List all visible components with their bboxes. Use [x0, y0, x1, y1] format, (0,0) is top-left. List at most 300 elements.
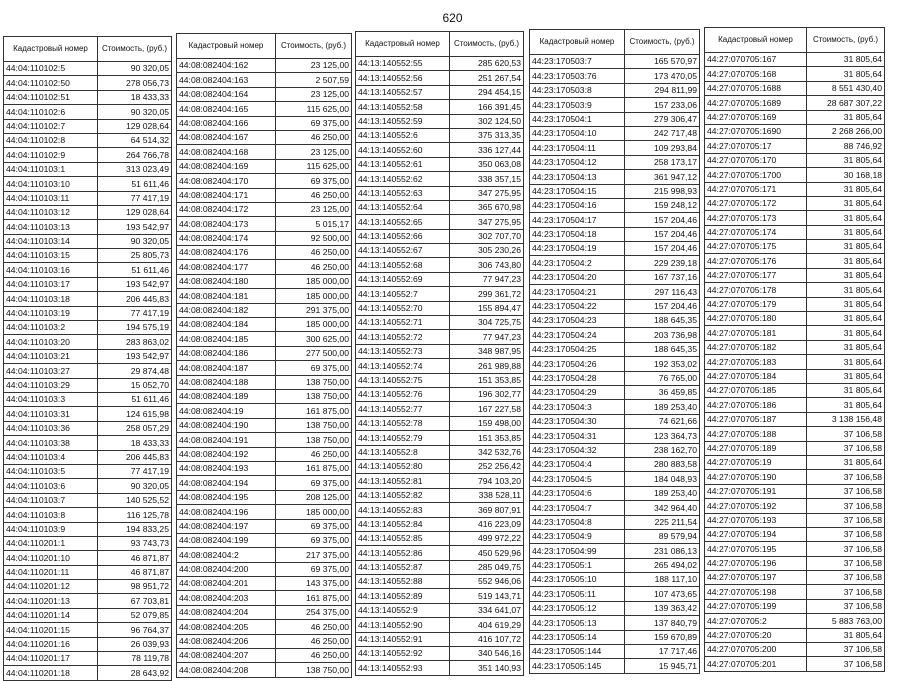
table-row — [177, 490, 352, 504]
cadastral-number: 44:04:110103:20 — [4, 335, 98, 349]
cadastral-number: 44:13:140552:57 — [356, 85, 450, 99]
cadastral-number: 44:04:110103:9 — [4, 522, 98, 536]
cadastral-number: 44:27:070705:201 — [705, 657, 807, 671]
cost-value: 173 470,05 — [625, 69, 700, 83]
cadastral-number: 44:27:070705:190 — [705, 470, 807, 484]
cost-value: 31 805,64 — [807, 196, 885, 210]
table-row — [177, 246, 352, 260]
cadastral-number: 44:13:140552:74 — [356, 359, 450, 373]
cadastral-number: 44:23:170504:26 — [530, 357, 625, 371]
header-cost: Стоимость, (руб.) — [98, 37, 172, 62]
table-row — [4, 162, 172, 176]
table-row — [177, 130, 352, 144]
cost-value: 242 717,48 — [625, 126, 700, 140]
table-row — [705, 398, 885, 412]
cadastral-number: 44:27:070705:167 — [705, 53, 807, 67]
cadastral-number: 44:27:070705:196 — [705, 556, 807, 570]
cadastral-number: 44:04:110102:5 — [4, 62, 98, 76]
cost-value: 37 106,58 — [807, 585, 885, 599]
cadastral-number: 44:08:082404:181 — [177, 289, 276, 303]
table-row — [4, 90, 172, 104]
header-cadastral: Кадастровый номер — [705, 28, 807, 53]
cost-value: 193 542,97 — [98, 349, 172, 363]
cost-value: 46 250,00 — [276, 260, 352, 274]
cadastral-number: 44:27:070705:189 — [705, 441, 807, 455]
cadastral-number: 44:27:070705:176 — [705, 254, 807, 268]
cost-value: 305 230,26 — [450, 244, 524, 258]
cadastral-number: 44:04:110201:15 — [4, 623, 98, 637]
table-row — [705, 211, 885, 225]
cost-value: 348 987,95 — [450, 344, 524, 358]
cadastral-number: 44:08:082404:184 — [177, 318, 276, 332]
cadastral-number: 44:08:082404:182 — [177, 303, 276, 317]
table-row — [356, 244, 524, 258]
table-row — [356, 474, 524, 488]
header-cost: Стоимость, (руб.) — [276, 34, 352, 59]
cadastral-number: 44:23:170504:31 — [530, 429, 625, 443]
cost-value: 254 375,00 — [276, 605, 352, 619]
cadastral-number: 44:23:170504:24 — [530, 328, 625, 342]
table-row — [4, 62, 172, 76]
table-row — [356, 114, 524, 128]
table-row — [530, 112, 700, 126]
cadastral-number: 44:04:110201:17 — [4, 652, 98, 666]
cost-value: 193 542,97 — [98, 277, 172, 291]
cost-value: 206 445,83 — [98, 450, 172, 464]
cost-value: 194 833,25 — [98, 522, 172, 536]
cadastral-number: 44:08:082404:174 — [177, 231, 276, 245]
cost-value: 77 947,23 — [450, 272, 524, 286]
table-row — [356, 157, 524, 171]
cadastral-number: 44:13:140552:61 — [356, 157, 450, 171]
cadastral-number: 44:23:170504:6 — [530, 486, 625, 500]
cost-value: 15 945,71 — [625, 659, 700, 673]
cost-value: 31 805,64 — [807, 53, 885, 67]
table-row — [356, 316, 524, 330]
cost-value: 369 807,91 — [450, 503, 524, 517]
cadastral-number: 44:27:070705:178 — [705, 283, 807, 297]
cost-value: 77 417,19 — [98, 191, 172, 205]
cost-value: 167 227,58 — [450, 402, 524, 416]
cost-value: 29 874,48 — [98, 364, 172, 378]
cadastral-number: 44:23:170505:144 — [530, 645, 625, 659]
table-row — [177, 361, 352, 375]
cadastral-number: 44:04:110103:1 — [4, 162, 98, 176]
cadastral-number: 44:23:170504:16 — [530, 198, 625, 212]
cadastral-number: 44:27:070705:199 — [705, 599, 807, 613]
cost-value: 193 542,97 — [98, 220, 172, 234]
table-row — [4, 436, 172, 450]
cadastral-number: 44:13:140552:62 — [356, 172, 450, 186]
cost-value: 157 204,46 — [625, 299, 700, 313]
table-row — [177, 145, 352, 159]
cost-value: 115 625,00 — [276, 159, 352, 173]
cadastral-number: 44:27:070705:172 — [705, 196, 807, 210]
cadastral-number: 44:23:170504:7 — [530, 501, 625, 515]
table-row — [530, 529, 700, 543]
cadastral-number: 44:04:110103:19 — [4, 306, 98, 320]
cadastral-number: 44:27:070705:198 — [705, 585, 807, 599]
table-row — [177, 174, 352, 188]
cost-value: 277 500,00 — [276, 346, 352, 360]
cadastral-number: 44:27:070705:194 — [705, 527, 807, 541]
cadastral-number: 44:04:110102:9 — [4, 148, 98, 162]
table-row — [705, 153, 885, 167]
table-row — [4, 378, 172, 392]
table-row — [705, 326, 885, 340]
cadastral-number: 44:13:140552:66 — [356, 229, 450, 243]
cost-value: 96 764,37 — [98, 623, 172, 637]
cost-value: 31 805,64 — [807, 67, 885, 81]
cadastral-number: 44:23:170504:12 — [530, 155, 625, 169]
cost-value: 28 687 307,22 — [807, 96, 885, 110]
cost-value: 159 670,89 — [625, 630, 700, 644]
cadastral-number: 44:04:110103:10 — [4, 177, 98, 191]
cost-value: 129 028,64 — [98, 119, 172, 133]
cadastral-number: 44:13:140552:55 — [356, 57, 450, 71]
table-row — [356, 517, 524, 531]
cost-value: 69 375,00 — [276, 533, 352, 547]
cadastral-number: 44:27:070705:191 — [705, 484, 807, 498]
table-row — [530, 587, 700, 601]
table-row — [705, 67, 885, 81]
cost-value: 2 268 266,00 — [807, 124, 885, 138]
table-row — [705, 527, 885, 541]
cost-value: 31 805,64 — [807, 355, 885, 369]
cadastral-number: 44:27:070705:19 — [705, 455, 807, 469]
cost-value: 300 625,00 — [276, 332, 352, 346]
cost-value: 185 000,00 — [276, 318, 352, 332]
table-row — [177, 404, 352, 418]
table-row — [356, 215, 524, 229]
cadastral-number: 44:23:170504:18 — [530, 227, 625, 241]
table-row — [356, 128, 524, 142]
cost-value: 51 611,46 — [98, 177, 172, 191]
cadastral-number: 44:04:110103:6 — [4, 479, 98, 493]
table-row — [177, 303, 352, 317]
table-row — [530, 515, 700, 529]
cadastral-number: 44:04:110103:29 — [4, 378, 98, 392]
table-row — [705, 81, 885, 95]
table-row — [4, 148, 172, 162]
table-row — [705, 124, 885, 138]
cadastral-number: 44:23:170504:5 — [530, 472, 625, 486]
table-row — [705, 240, 885, 254]
cadastral-number: 44:04:110103:11 — [4, 191, 98, 205]
table-row — [356, 373, 524, 387]
cadastral-number: 44:27:070705:1690 — [705, 124, 807, 138]
cadastral-number: 44:08:082404:205 — [177, 620, 276, 634]
cost-value: 302 707,70 — [450, 229, 524, 243]
cadastral-number: 44:13:140552:72 — [356, 330, 450, 344]
table-row — [705, 556, 885, 570]
table-row — [530, 357, 700, 371]
cost-value: 69 375,00 — [276, 116, 352, 130]
table-row — [177, 318, 352, 332]
cadastral-number: 44:27:070705:180 — [705, 312, 807, 326]
cost-value: 37 106,58 — [807, 484, 885, 498]
table-row — [177, 461, 352, 475]
cadastral-number: 44:04:110103:3 — [4, 392, 98, 406]
cost-value: 229 239,18 — [625, 256, 700, 270]
table-row — [4, 119, 172, 133]
cadastral-number: 44:27:070705:2 — [705, 614, 807, 628]
cadastral-number: 44:23:170504:2 — [530, 256, 625, 270]
table-row — [177, 159, 352, 173]
table-row — [177, 274, 352, 288]
cadastral-number: 44:27:070705:17 — [705, 139, 807, 153]
table-row — [356, 172, 524, 186]
cadastral-number: 44:23:170504:8 — [530, 515, 625, 529]
cost-value: 416 223,09 — [450, 517, 524, 531]
cost-value: 161 875,00 — [276, 461, 352, 475]
cadastral-number: 44:04:110103:18 — [4, 292, 98, 306]
cadastral-number: 44:13:140552:83 — [356, 503, 450, 517]
cost-value: 90 320,05 — [98, 479, 172, 493]
table-row — [177, 418, 352, 432]
cost-value: 261 989,88 — [450, 359, 524, 373]
table-row — [530, 285, 700, 299]
cadastral-number: 44:13:140552:8 — [356, 445, 450, 459]
header-cadastral: Кадастровый номер — [356, 32, 450, 57]
table-row — [530, 457, 700, 471]
cost-value: 31 805,64 — [807, 455, 885, 469]
table-row — [530, 443, 700, 457]
table-row — [177, 577, 352, 591]
table-row — [530, 184, 700, 198]
cost-value: 77 417,19 — [98, 464, 172, 478]
cost-table-2 — [176, 33, 352, 678]
table-row — [705, 369, 885, 383]
header-cost: Стоимость, (руб.) — [450, 32, 524, 57]
table-row — [356, 402, 524, 416]
cadastral-number: 44:27:070705:197 — [705, 571, 807, 585]
table-row — [356, 344, 524, 358]
cost-value: 17 717,46 — [625, 645, 700, 659]
cost-value: 31 805,64 — [807, 283, 885, 297]
table-row — [705, 628, 885, 642]
cadastral-number: 44:23:170504:30 — [530, 414, 625, 428]
cadastral-number: 44:13:140552:58 — [356, 100, 450, 114]
cost-value: 157 204,46 — [625, 227, 700, 241]
cost-value: 151 353,85 — [450, 373, 524, 387]
table-row — [530, 429, 700, 443]
header-cost: Стоимость, (руб.) — [807, 28, 885, 53]
cost-value: 794 103,20 — [450, 474, 524, 488]
table-row — [177, 87, 352, 101]
cost-value: 196 302,77 — [450, 387, 524, 401]
table-row — [356, 445, 524, 459]
table-row — [705, 484, 885, 498]
table-row — [4, 652, 172, 666]
cadastral-number: 44:08:082404:173 — [177, 217, 276, 231]
table-row — [705, 383, 885, 397]
table-row — [177, 634, 352, 648]
table-row — [705, 340, 885, 354]
table-row — [356, 258, 524, 272]
table-row — [530, 55, 700, 69]
table-row — [530, 472, 700, 486]
table-row — [177, 346, 352, 360]
cadastral-number: 44:08:082404:171 — [177, 188, 276, 202]
cost-value: 208 125,00 — [276, 490, 352, 504]
cadastral-number: 44:08:082404:163 — [177, 73, 276, 87]
cost-value: 78 119,78 — [98, 652, 172, 666]
cost-value: 64 514,32 — [98, 133, 172, 147]
cadastral-number: 44:04:110102:6 — [4, 105, 98, 119]
cost-value: 37 106,58 — [807, 427, 885, 441]
table-row — [177, 663, 352, 677]
table-row — [356, 589, 524, 603]
cadastral-number: 44:13:140552:71 — [356, 316, 450, 330]
cadastral-number: 44:13:140552:9 — [356, 603, 450, 617]
cadastral-number: 44:04:110201:1 — [4, 536, 98, 550]
table-row — [177, 375, 352, 389]
table-row — [530, 141, 700, 155]
cost-value: 188 645,35 — [625, 314, 700, 328]
table-row — [4, 479, 172, 493]
table-row — [4, 306, 172, 320]
cost-value: 338 357,15 — [450, 172, 524, 186]
cadastral-number: 44:23:170503:9 — [530, 98, 625, 112]
cost-value: 361 947,12 — [625, 170, 700, 184]
cost-value: 165 570,97 — [625, 55, 700, 69]
cadastral-number: 44:27:070705:171 — [705, 182, 807, 196]
cadastral-number: 44:23:170504:10 — [530, 126, 625, 140]
cost-value: 155 894,47 — [450, 301, 524, 315]
cost-value: 31 805,64 — [807, 312, 885, 326]
cost-value: 157 204,46 — [625, 242, 700, 256]
cost-value: 166 391,45 — [450, 100, 524, 114]
table-row — [705, 53, 885, 67]
cadastral-number: 44:08:082404:192 — [177, 447, 276, 461]
cost-value: 294 454,15 — [450, 85, 524, 99]
table-row — [530, 270, 700, 284]
cost-value: 192 353,02 — [625, 357, 700, 371]
cadastral-number: 44:04:110103:7 — [4, 493, 98, 507]
cadastral-number: 44:13:140552:65 — [356, 215, 450, 229]
cadastral-number: 44:13:140552:63 — [356, 186, 450, 200]
cost-value: 161 875,00 — [276, 404, 352, 418]
cadastral-number: 44:04:110201:14 — [4, 608, 98, 622]
cost-value: 8 551 430,40 — [807, 81, 885, 95]
table-row — [177, 260, 352, 274]
cost-value: 338 528,11 — [450, 488, 524, 502]
cadastral-number: 44:23:170505:10 — [530, 573, 625, 587]
table-row — [530, 414, 700, 428]
table-row — [530, 299, 700, 313]
header-cost: Стоимость, (руб.) — [625, 30, 700, 55]
cost-value: 283 863,02 — [98, 335, 172, 349]
cadastral-number: 44:23:170504:29 — [530, 385, 625, 399]
cost-value: 90 320,05 — [98, 62, 172, 76]
table-row — [705, 412, 885, 426]
cost-value: 279 306,47 — [625, 112, 700, 126]
table-row — [4, 536, 172, 550]
table-row — [177, 202, 352, 216]
cadastral-number: 44:23:170504:9 — [530, 529, 625, 543]
cadastral-number: 44:23:170505:12 — [530, 601, 625, 615]
cadastral-number: 44:13:140552:56 — [356, 71, 450, 85]
cost-value: 340 546,16 — [450, 647, 524, 661]
cadastral-number: 44:23:170504:3 — [530, 400, 625, 414]
cost-value: 92 500,00 — [276, 231, 352, 245]
cadastral-number: 44:08:082404:185 — [177, 332, 276, 346]
table-row — [705, 96, 885, 110]
table-row — [356, 618, 524, 632]
cost-value: 31 805,64 — [807, 211, 885, 225]
cost-value: 51 611,46 — [98, 392, 172, 406]
table-row — [4, 666, 172, 680]
table-row — [530, 342, 700, 356]
cadastral-number: 44:27:070705:185 — [705, 383, 807, 397]
cost-value: 188 645,35 — [625, 342, 700, 356]
table-row — [530, 558, 700, 572]
cadastral-number: 44:13:140552:79 — [356, 431, 450, 445]
cadastral-number: 44:08:082404:207 — [177, 649, 276, 663]
table-row — [705, 297, 885, 311]
table-row — [177, 562, 352, 576]
table-row — [177, 620, 352, 634]
table-row — [705, 571, 885, 585]
cadastral-number: 44:08:082404:206 — [177, 634, 276, 648]
table-row — [177, 389, 352, 403]
cadastral-number: 44:04:110103:5 — [4, 464, 98, 478]
cost-value: 37 106,58 — [807, 470, 885, 484]
cadastral-number: 44:13:140552:84 — [356, 517, 450, 531]
cadastral-number: 44:23:170503:76 — [530, 69, 625, 83]
cost-value: 138 750,00 — [276, 389, 352, 403]
table-row — [4, 421, 172, 435]
table-row — [177, 59, 352, 73]
table-row — [530, 242, 700, 256]
cadastral-number: 44:27:070705:179 — [705, 297, 807, 311]
cost-value: 69 375,00 — [276, 519, 352, 533]
table-row — [530, 213, 700, 227]
table-row — [4, 450, 172, 464]
cadastral-number: 44:23:170504:25 — [530, 342, 625, 356]
cadastral-number: 44:13:140552:7 — [356, 287, 450, 301]
cadastral-number: 44:13:140552:89 — [356, 589, 450, 603]
table-row — [177, 533, 352, 547]
cadastral-number: 44:13:140552:69 — [356, 272, 450, 286]
table-row — [530, 486, 700, 500]
table-row — [4, 263, 172, 277]
cost-value: 31 805,64 — [807, 326, 885, 340]
cadastral-number: 44:04:110201:12 — [4, 580, 98, 594]
cadastral-number: 44:04:110103:14 — [4, 234, 98, 248]
cost-value: 46 250,00 — [276, 447, 352, 461]
cost-value: 37 106,58 — [807, 643, 885, 657]
table-row — [4, 580, 172, 594]
table-row — [530, 227, 700, 241]
table-row — [356, 575, 524, 589]
cost-value: 90 320,05 — [98, 105, 172, 119]
table-row — [705, 455, 885, 469]
cost-value: 77 947,23 — [450, 330, 524, 344]
cadastral-number: 44:23:170504:19 — [530, 242, 625, 256]
table-row — [177, 548, 352, 562]
cost-value: 334 641,07 — [450, 603, 524, 617]
cadastral-number: 44:04:110103:16 — [4, 263, 98, 277]
table-row — [4, 392, 172, 406]
table-row — [4, 364, 172, 378]
table-row — [356, 503, 524, 517]
cost-value: 137 840,79 — [625, 616, 700, 630]
cost-value: 26 039,93 — [98, 637, 172, 651]
cadastral-number: 44:13:140552:59 — [356, 114, 450, 128]
table-row — [705, 254, 885, 268]
